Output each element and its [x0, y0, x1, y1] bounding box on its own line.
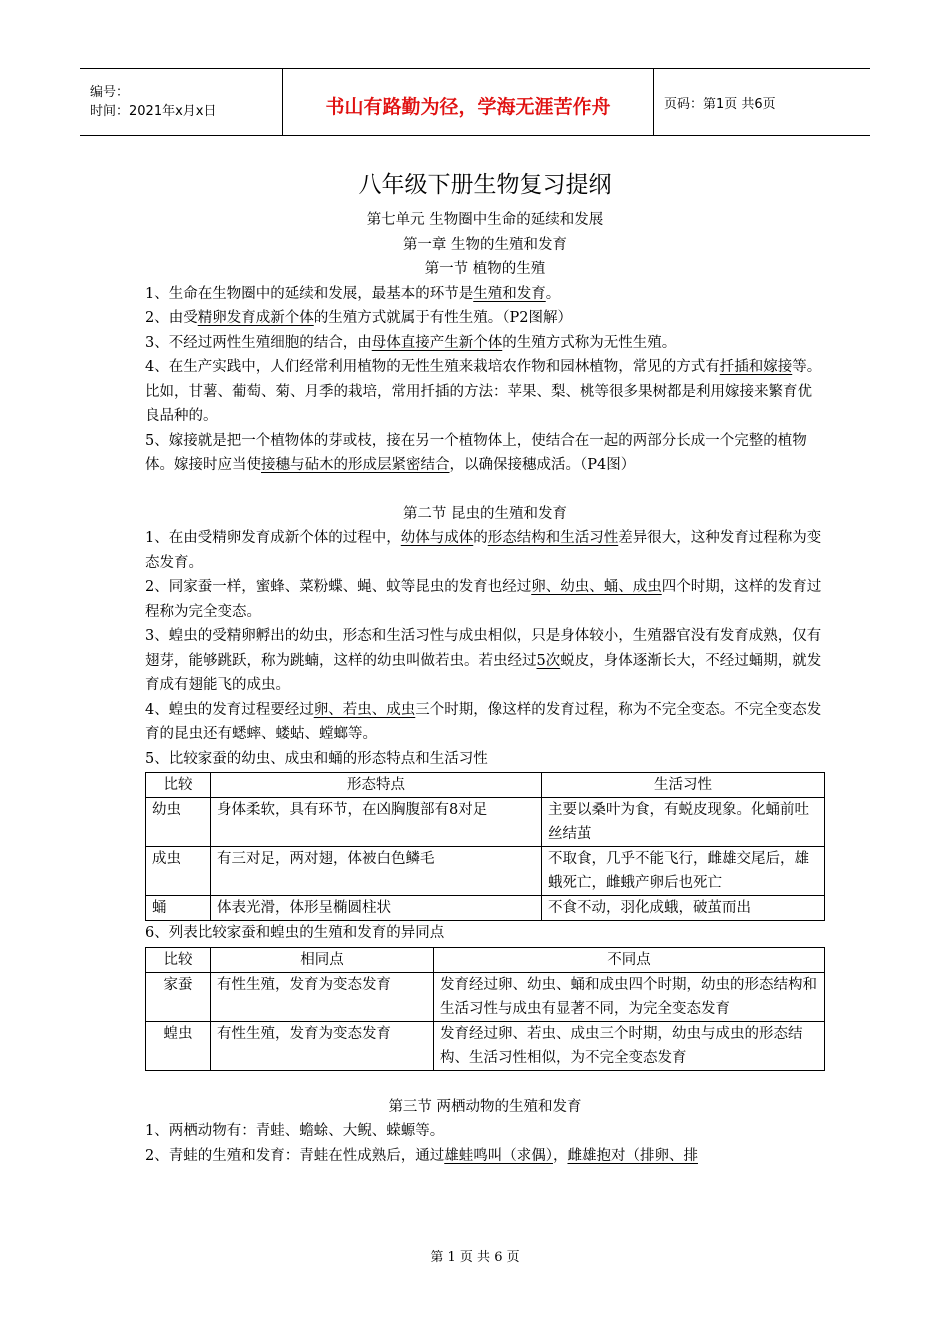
header-left-cell — [80, 69, 282, 135]
table-cell: 蝗虫 — [146, 1021, 211, 1070]
key-term: 生殖和发育 — [473, 285, 546, 302]
table-row — [146, 972, 825, 1021]
key-term: 扦插和嫁接 — [719, 359, 793, 375]
paragraph: 4、在生产实践中，人们经常利用植物的无性生殖来栽培农作物和园林植物，常见的方式有扦插和嫁接等。比如，甘薯、葡萄、菊、月季的栽培，常用扦插的方法：苹果、梨、桃等很多果树都是利用嫁接来繁育优良品种的。 — [145, 359, 822, 424]
paragraph: 2、同家蚕一样，蜜蜂、菜粉蝶、蝇、蚊等昆虫的发育也经过卵、幼虫、蛹、成虫四个时期，这样的发育过程称为完全变态。 — [145, 579, 822, 620]
table-cell: 身体柔软，具有环节，在凶胸腹部有8对足 — [211, 798, 542, 847]
table-cell: 不食不动，羽化成蛾，破茧而出 — [542, 896, 825, 921]
table-header-cell: 比较 — [146, 947, 211, 972]
key-term: 雌雄抱对（排卵、排 — [567, 1147, 698, 1164]
paragraph: 3、不经过两性生殖细胞的结合，由母体直接产生新个体的生殖方式称为无性生殖。 — [145, 334, 677, 351]
paragraph: 1、在由受精卵发育成新个体的过程中，幼体与成体的形态结构和生活习性差异很大，这种发育过程称为变态发育。 — [145, 530, 822, 571]
paragraph: 5、比较家蚕的幼虫、成虫和蛹的形态特点和生活习性 — [145, 750, 488, 767]
key-term: 雄蛙鸣叫（求偶） — [444, 1147, 553, 1164]
paragraph: 1、两栖动物有：青蛙、蟾蜍、大鲵、蝾螈等。 — [145, 1123, 445, 1139]
table-header-cell: 比较 — [146, 773, 211, 798]
paragraph: 4、蝗虫的发育过程要经过卵、若虫、成虫三个时期，像这样的发育过程，称为不完全变态。不完全变态发育的昆虫还有蟋蟀、蝼蛄、螳螂等。 — [145, 701, 822, 742]
paragraph: 2、由受精卵发育成新个体的生殖方式就属于有性生殖。（P2图解） — [145, 310, 572, 326]
paragraph: 6、列表比较家蚕和蝗虫的生殖和发育的异同点 — [145, 925, 445, 941]
table-cell: 成虫 — [146, 847, 211, 896]
table-cell: 发育经过卵、幼虫、蛹和成虫四个时期，幼虫的形态结构和生活习性与成虫有显著不同，为完全变态发育 — [434, 972, 825, 1021]
doc-number-label: 编号： — [90, 85, 130, 100]
table-cell: 发育经过卵、若虫、成虫三个时期，幼虫与成虫的形态结构、生活习性相似，为不完全变态发育 — [434, 1021, 825, 1070]
key-term: 卵、幼虫、蛹、成虫 — [531, 579, 662, 595]
table-row — [146, 798, 825, 847]
silkworm-stage-table — [145, 772, 825, 921]
table-row — [146, 896, 825, 921]
key-term: 形态结构和生活习性 — [487, 530, 619, 546]
key-term: 精卵发育成新个体 — [197, 310, 314, 326]
section-heading: 第二节 昆虫的生殖和发育 — [402, 505, 568, 522]
motto-text: 书山有路勤为径，学海无涯苦作舟 — [325, 95, 611, 118]
silkworm-locust-comparison-table — [145, 947, 825, 1071]
key-term: 5次 — [536, 652, 561, 669]
table-cell: 蛹 — [146, 896, 211, 921]
table-header-cell: 不同点 — [434, 947, 825, 972]
table-cell: 有性生殖，发育为变态发育 — [211, 1021, 434, 1070]
paragraph: 2、青蛙的生殖和发育：青蛙在性成熟后，通过雄蛙鸣叫（求偶），雌雄抱对（排卵、排 — [145, 1147, 698, 1164]
page-info: 页码：第1页 共6页 — [664, 96, 776, 112]
table-header-row — [146, 773, 825, 798]
page-footer: 第 1 页 共 6 页 — [430, 1250, 520, 1265]
table-header-cell: 相同点 — [211, 947, 434, 972]
document-title: 八年级下册生物复习提纲 — [358, 172, 612, 198]
key-term: 幼体与成体 — [400, 530, 474, 546]
table-cell: 体表光滑，体形呈椭圆柱状 — [211, 896, 542, 921]
table-cell: 主要以桑叶为食，有蜕皮现象。化蛹前吐丝结茧 — [542, 798, 825, 847]
paragraph: 3、蝗虫的受精卵孵出的幼虫，形态和生活习性与成虫相似，只是身体较小，生殖器官没有发育成熟，仅有翅芽，能够跳跃，称为跳蝻，这样的幼虫叫做若虫。若虫经过5次蜕皮，身体逐渐长大，不经过蛹期，就发育成有翅能飞的成虫。 — [145, 628, 822, 693]
doc-date-label: 时间：2021年x月x日 — [90, 104, 217, 119]
document-body — [145, 168, 825, 1168]
table-cell: 有三对足，两对翅，体被白色鳞毛 — [211, 847, 542, 896]
section-heading: 第一节 植物的生殖 — [424, 261, 546, 277]
page-header — [80, 68, 870, 136]
table-cell: 不取食，几乎不能飞行，雌雄交尾后，雄蛾死亡，雌蛾产卵后也死亡 — [542, 847, 825, 896]
key-term: 接穗与砧木的形成层紧密结合 — [261, 457, 450, 473]
table-header-row — [146, 947, 825, 972]
table-row — [146, 1021, 825, 1070]
table-header-cell: 形态特点 — [211, 773, 542, 798]
header-page-cell — [654, 69, 870, 135]
unit-heading: 第七单元 生物圈中生命的延续和发展 — [366, 212, 604, 228]
key-term: 母体直接产生新个体 — [371, 334, 503, 351]
table-header-cell: 生活习性 — [542, 773, 825, 798]
table-cell: 有性生殖，发育为变态发育 — [211, 972, 434, 1021]
table-cell: 幼虫 — [146, 798, 211, 847]
key-term: 卵、若虫、成虫 — [313, 701, 416, 718]
section-heading: 第三节 两栖动物的生殖和发育 — [388, 1098, 582, 1115]
paragraph: 1、生命在生物圈中的延续和发展，最基本的环节是生殖和发育。 — [145, 285, 561, 302]
table-cell: 家蚕 — [146, 972, 211, 1021]
paragraph: 5、嫁接就是把一个植物体的芽或枝，接在另一个植物体上，使结合在一起的两部分长成一个完整的植物体。嫁接时应当使接穗与砧木的形成层紧密结合，以确保接穗成活。（P4图） — [145, 432, 807, 473]
table-row — [146, 847, 825, 896]
header-motto-cell — [282, 69, 654, 135]
chapter-heading: 第一章 生物的生殖和发育 — [402, 236, 568, 253]
